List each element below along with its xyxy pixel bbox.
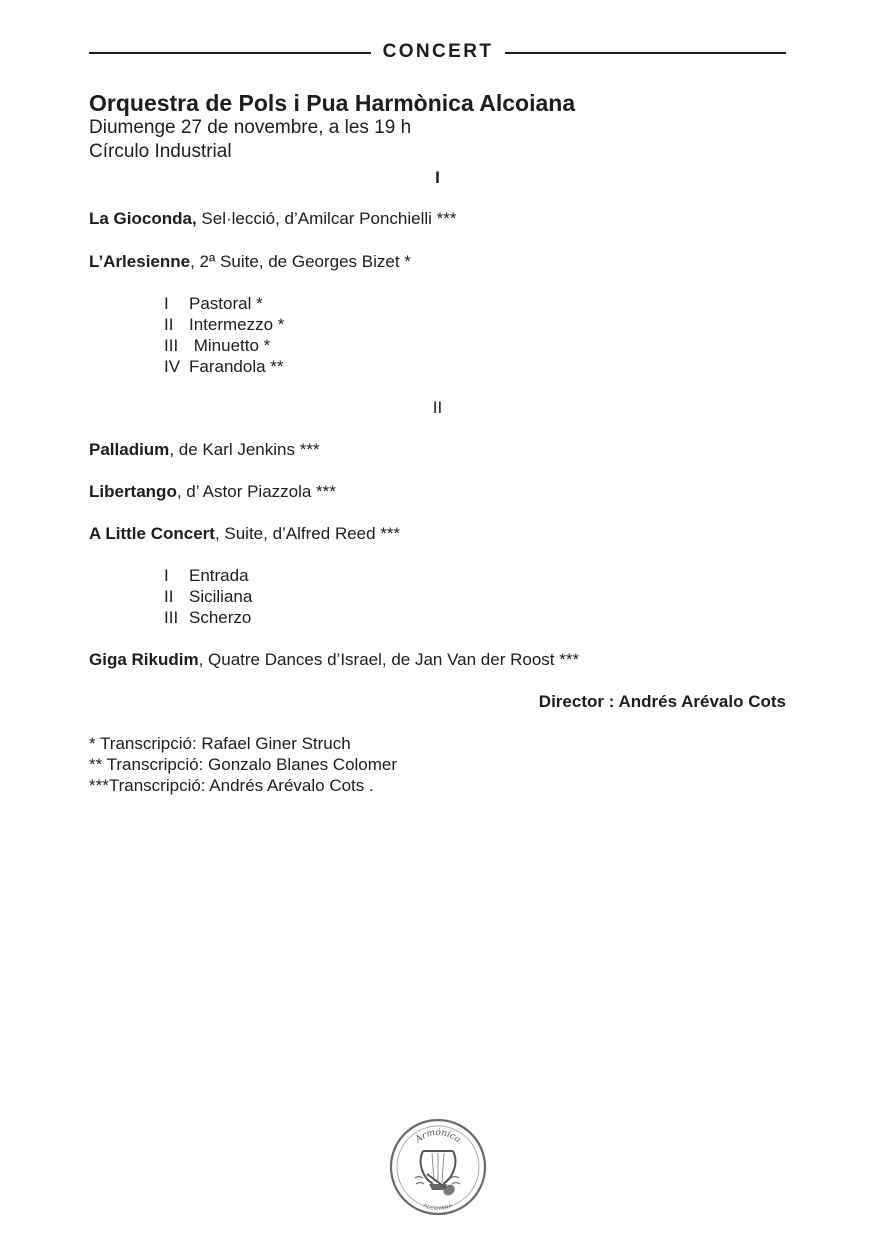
movement-name: Siciliana: [189, 587, 253, 606]
work-detail: , Suite, d’Alfred Reed ***: [214, 524, 401, 543]
part-two-numeral: II: [432, 398, 443, 417]
movement-item: [164, 293, 263, 314]
program-item: [89, 440, 320, 460]
director-credit: Director : Andrés Arévalo Cots: [538, 692, 786, 711]
header-rule-right: [505, 52, 786, 54]
movement-item: [164, 335, 270, 356]
note-line: ** Transcripció: Gonzalo Blanes Colomer: [89, 755, 398, 774]
movement-item: [164, 565, 249, 586]
movement-name: Farandola **: [189, 357, 284, 376]
note-line: ***Transcripció: Andrés Arévalo Cots .: [89, 776, 374, 795]
work-title: Palladium: [89, 440, 170, 459]
section-title: CONCERT: [382, 41, 494, 62]
movement-item: [164, 356, 284, 377]
work-detail: , Quatre Dances d’Israel, de Jan Van der Roost ***: [198, 650, 580, 669]
movement-number: II: [164, 315, 174, 334]
logo-top-text: Armónica: [413, 1127, 463, 1146]
program-item: [89, 252, 411, 272]
work-detail: , 2ª Suite, de Georges Bizet *: [190, 252, 411, 271]
part-one-numeral: I: [435, 168, 440, 187]
work-title: La Gioconda,: [89, 209, 197, 228]
movement-number: III: [164, 336, 179, 355]
movement-item: [164, 607, 251, 628]
movement-name: Pastoral *: [189, 294, 263, 313]
program-item: [89, 650, 579, 670]
movement-item: [164, 314, 284, 335]
program-item: [89, 482, 336, 502]
concert-venue: Círculo Industrial: [89, 141, 232, 162]
concert-header: [89, 40, 786, 64]
movement-number: II: [164, 587, 174, 606]
header-rule-left: [89, 52, 371, 54]
movement-name: Minuetto *: [189, 336, 271, 355]
movement-name: Scherzo: [189, 608, 252, 627]
program-item: [89, 524, 400, 544]
movement-number: III: [164, 608, 179, 627]
movement-item: [164, 586, 252, 607]
program-item: [89, 209, 457, 229]
lyre-emblem-icon: [389, 1118, 487, 1216]
movement-name: Intermezzo *: [189, 315, 285, 334]
movement-name: Entrada: [189, 566, 249, 585]
movement-number: I: [164, 566, 169, 585]
work-title: A Little Concert: [89, 524, 215, 543]
note-line: * Transcripció: Rafael Giner Struch: [89, 734, 351, 753]
work-title: Libertango: [89, 482, 177, 501]
work-title: L’Arlesienne: [89, 252, 191, 271]
movement-number: I: [164, 294, 169, 313]
orchestra-name: Orquestra de Pols i Pua Harmònica Alcoiana: [89, 90, 576, 116]
movement-number: IV: [164, 357, 181, 376]
work-detail: , de Karl Jenkins ***: [169, 440, 320, 459]
logo-bottom-text: ALCOYANA: [422, 1202, 454, 1213]
work-detail: , d’ Astor Piazzola ***: [176, 482, 336, 501]
work-detail: Sel·lecció, d’Amilcar Ponchielli ***: [196, 209, 457, 228]
transcription-notes: [89, 733, 397, 796]
concert-date: Diumenge 27 de novembre, a les 19 h: [89, 117, 412, 138]
work-title: Giga Rikudim: [89, 650, 199, 669]
